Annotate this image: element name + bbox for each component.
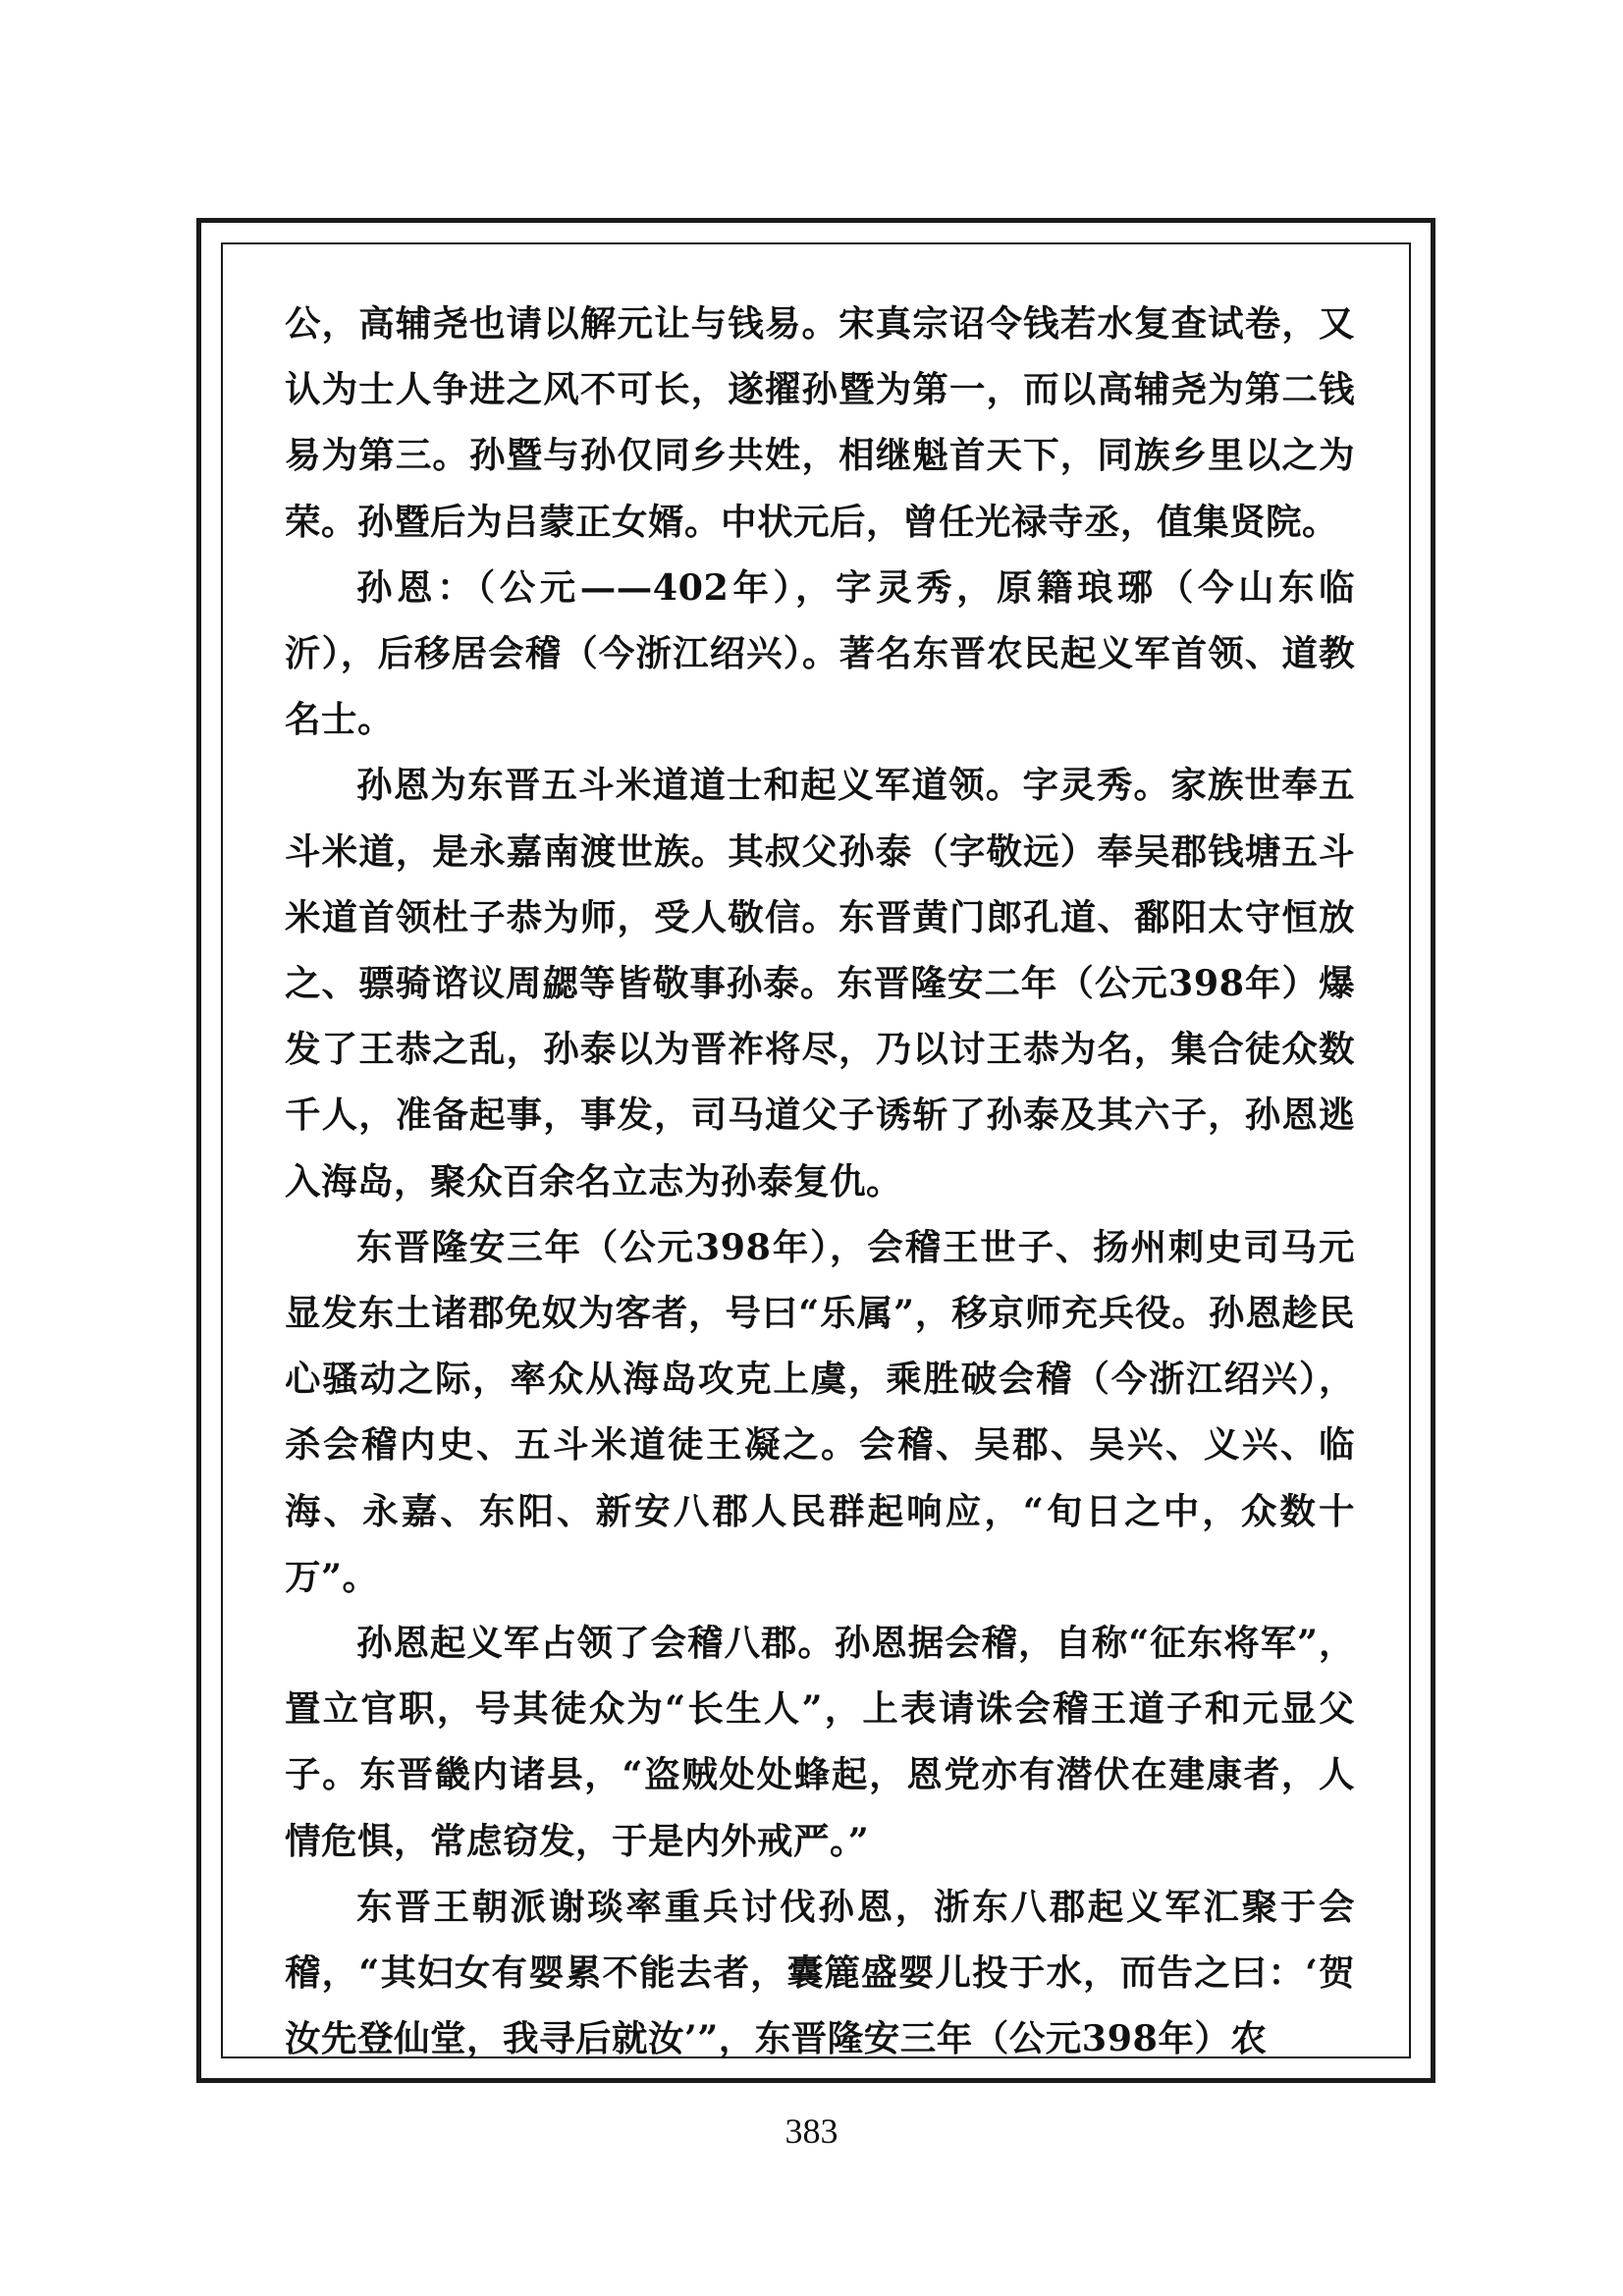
paragraph-1: 公，高辅尧也请以解元让与钱易。宋真宗诏令钱若水复查试卷，又认为士人争进之风不可长，遂擢孙暨为第一，而以高辅尧为第二钱易为第三。孙暨与孙仅同乡共姓，相继魁首天下，同族乡里以之为荣。孙暨后为吕蒙正女婿。中状元后，曾任光禄寺丞，值集贤院。 (285, 302, 1355, 543)
paragraph-2: 孙恩：（公元——402年），字灵秀，原籍琅琊（今山东临沂），后移居会稽（今浙江绍兴）。著名东晋农民起义军首领、道教名士。 (285, 565, 1355, 741)
paragraph-4: 东晋隆安三年（公元398年），会稽王世子、扬州刺史司马元显发东土诸郡免奴为客者，号曰“乐属”，移京师充兵役。孙恩趁民心骚动之际，率众从海岛攻克上虞，乘胜破会稽（今浙江绍兴），杀会稽内史、五斗米道徒王凝之。会稽、吴郡、吴兴、义兴、临海、永嘉、东阳、新安八郡人民群起响应，“旬日之中，众数十万”。 (285, 1225, 1355, 1598)
paragraph-5: 孙恩起义军占领了会稽八郡。孙恩据会稽，自称“征东将军”，置立官职，号其徒众为“长生人”，上表请诛会稽王道子和元显父子。东晋畿内诸县，“盗贼处处蜂起，恩党亦有潜伏在建康者，人情危惧，常虑窃发，于是内外戒严。” (285, 1622, 1355, 1862)
paragraph-6: 东晋王朝派谢琰率重兵讨伐孙恩，浙东八郡起义军汇聚于会稽，“其妇女有婴累不能去者，囊簏盛婴儿投于水，而告之曰：‘贺汝先登仙堂，我寻后就汝’”，东晋隆安三年（公元398年）农 (285, 1885, 1355, 2060)
body-text (285, 291, 1355, 2071)
paragraph-3: 孙恩为东晋五斗米道道士和起义军道领。字灵秀。家族世奉五斗米道，是永嘉南渡世族。其叔父孙泰（字敬远）奉吴郡钱塘五斗米道首领杜子恭为师，受人敬信。东晋黄门郎孔道、鄱阳太守恒放之、骠骑谘议周勰等皆敬事孙泰。东晋隆安二年（公元398年）爆发了王恭之乱，孙泰以为晋祚将尽，乃以讨王恭为名，集合徒众数千人，准备起事，事发，司马道父子诱斩了孙泰及其六子，孙恩逃入海岛，聚众百余名立志为孙泰复仇。 (285, 764, 1355, 1202)
page-number: 383 (784, 2111, 839, 2151)
